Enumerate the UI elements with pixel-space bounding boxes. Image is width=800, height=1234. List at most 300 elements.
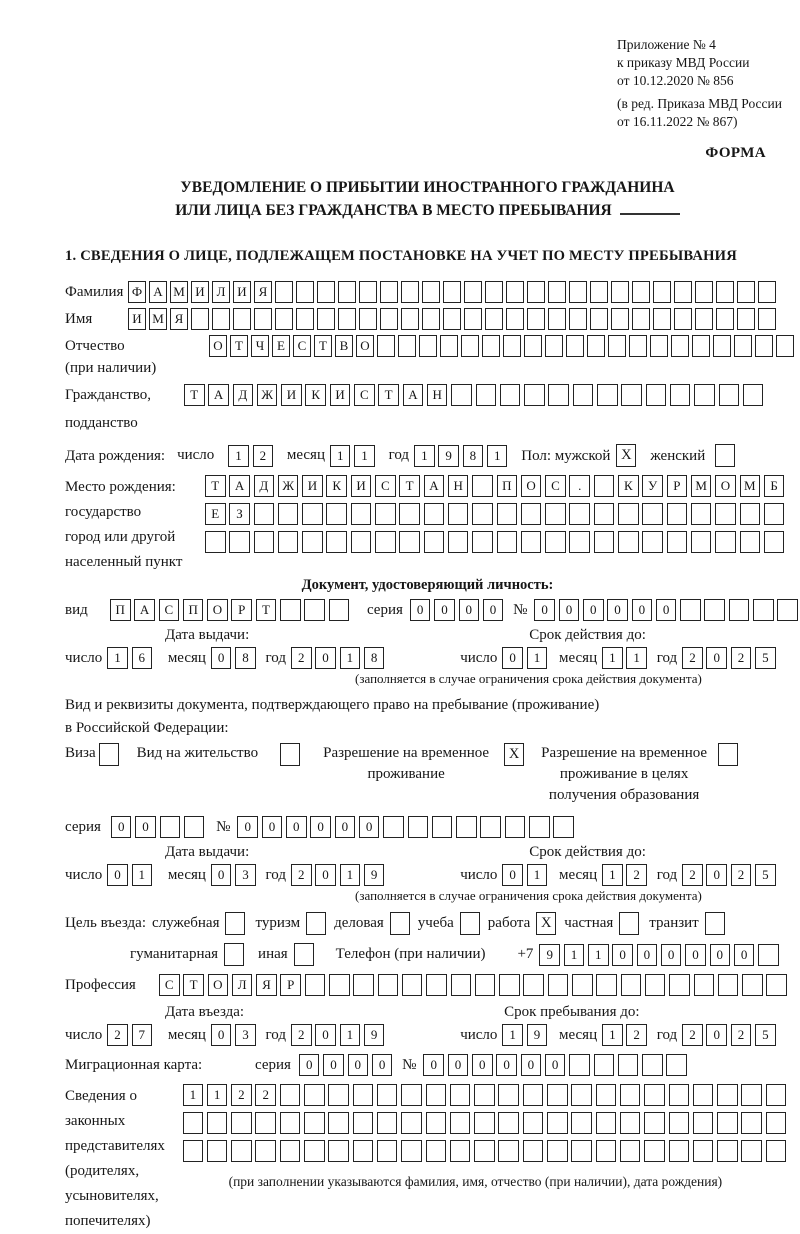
char-cell[interactable]	[741, 1084, 762, 1106]
char-cell[interactable]: 0	[315, 1024, 336, 1046]
char-cell[interactable]: 0	[323, 1054, 344, 1076]
char-cell[interactable]: Т	[399, 475, 420, 497]
char-cell[interactable]	[440, 335, 458, 357]
char-cell[interactable]: О	[209, 335, 227, 357]
char-cell[interactable]	[353, 1084, 374, 1106]
char-cell[interactable]	[475, 974, 496, 996]
char-cell[interactable]: 0	[211, 647, 232, 669]
purpose-private-checkbox[interactable]	[619, 912, 639, 935]
char-cell[interactable]	[231, 1112, 252, 1134]
char-cell[interactable]	[280, 1140, 301, 1162]
char-cell[interactable]	[669, 1084, 690, 1106]
purpose-tourism-checkbox[interactable]	[306, 912, 326, 935]
char-cell[interactable]	[474, 1112, 495, 1134]
purpose-study-checkbox[interactable]	[460, 912, 480, 935]
char-cell[interactable]	[642, 1054, 663, 1076]
char-cell[interactable]: 2	[682, 1024, 703, 1046]
char-cell[interactable]: 2	[255, 1084, 276, 1106]
char-cell[interactable]: 1	[602, 1024, 623, 1046]
char-cell[interactable]	[548, 308, 566, 330]
char-cell[interactable]	[674, 308, 692, 330]
char-cell[interactable]	[377, 1140, 398, 1162]
char-cell[interactable]	[741, 1140, 762, 1162]
char-cell[interactable]: 0	[706, 1024, 727, 1046]
char-cell[interactable]	[255, 1112, 276, 1134]
char-cell[interactable]	[693, 1112, 714, 1134]
char-cell[interactable]	[729, 599, 750, 621]
char-cell[interactable]: 0	[661, 944, 682, 966]
char-cell[interactable]	[644, 1112, 665, 1134]
char-cell[interactable]	[547, 1084, 568, 1106]
char-cell[interactable]	[755, 335, 773, 357]
char-cell[interactable]	[401, 1112, 422, 1134]
char-cell[interactable]	[717, 1112, 738, 1134]
char-cell[interactable]: 0	[299, 1054, 320, 1076]
char-cell[interactable]: 8	[364, 647, 385, 669]
char-cell[interactable]: М	[691, 475, 712, 497]
char-cell[interactable]	[734, 335, 752, 357]
char-cell[interactable]	[547, 1140, 568, 1162]
char-cell[interactable]	[255, 1140, 276, 1162]
char-cell[interactable]	[191, 308, 209, 330]
char-cell[interactable]: Б	[764, 475, 785, 497]
char-cell[interactable]	[317, 308, 335, 330]
char-cell[interactable]: 0	[359, 816, 380, 838]
char-cell[interactable]	[691, 503, 712, 525]
char-cell[interactable]: К	[305, 384, 326, 406]
char-cell[interactable]	[296, 308, 314, 330]
char-cell[interactable]	[448, 503, 469, 525]
char-cell[interactable]	[669, 1140, 690, 1162]
char-cell[interactable]	[523, 974, 544, 996]
char-cell[interactable]: С	[159, 599, 180, 621]
char-cell[interactable]	[401, 281, 419, 303]
char-cell[interactable]	[642, 531, 663, 553]
char-cell[interactable]: Ж	[278, 475, 299, 497]
char-cell[interactable]	[596, 974, 617, 996]
char-cell[interactable]	[472, 503, 493, 525]
char-cell[interactable]: 0	[521, 1054, 542, 1076]
char-cell[interactable]	[399, 531, 420, 553]
char-cell[interactable]	[717, 1140, 738, 1162]
char-cell[interactable]: .	[569, 475, 590, 497]
char-cell[interactable]	[680, 599, 701, 621]
char-cell[interactable]	[506, 308, 524, 330]
char-cell[interactable]: О	[207, 599, 228, 621]
char-cell[interactable]	[419, 335, 437, 357]
char-cell[interactable]: Н	[448, 475, 469, 497]
char-cell[interactable]: 9	[438, 445, 459, 467]
char-cell[interactable]: И	[191, 281, 209, 303]
char-cell[interactable]: 2	[682, 864, 703, 886]
char-cell[interactable]: 1	[354, 445, 375, 467]
char-cell[interactable]: 0	[685, 944, 706, 966]
char-cell[interactable]	[716, 308, 734, 330]
char-cell[interactable]: 2	[291, 864, 312, 886]
char-cell[interactable]: И	[302, 475, 323, 497]
temporary-residence-education-checkbox[interactable]	[718, 743, 738, 766]
char-cell[interactable]	[399, 503, 420, 525]
sex-male-checkbox[interactable]: X	[616, 444, 636, 467]
char-cell[interactable]: 0	[502, 647, 523, 669]
char-cell[interactable]: 0	[612, 944, 633, 966]
char-cell[interactable]	[375, 531, 396, 553]
char-cell[interactable]	[351, 503, 372, 525]
char-cell[interactable]	[378, 974, 399, 996]
char-cell[interactable]	[401, 1084, 422, 1106]
char-cell[interactable]: А	[229, 475, 250, 497]
char-cell[interactable]	[317, 281, 335, 303]
char-cell[interactable]	[667, 503, 688, 525]
char-cell[interactable]	[695, 308, 713, 330]
char-cell[interactable]	[304, 1112, 325, 1134]
char-cell[interactable]: 9	[527, 1024, 548, 1046]
char-cell[interactable]	[432, 816, 453, 838]
char-cell[interactable]: С	[375, 475, 396, 497]
char-cell[interactable]: 0	[559, 599, 580, 621]
char-cell[interactable]: В	[335, 335, 353, 357]
char-cell[interactable]	[377, 335, 395, 357]
char-cell[interactable]: 0	[706, 647, 727, 669]
char-cell[interactable]: Ф	[128, 281, 146, 303]
char-cell[interactable]: Р	[667, 475, 688, 497]
char-cell[interactable]	[353, 1140, 374, 1162]
char-cell[interactable]	[718, 974, 739, 996]
char-cell[interactable]	[338, 308, 356, 330]
char-cell[interactable]: 5	[755, 647, 776, 669]
char-cell[interactable]: А	[208, 384, 229, 406]
char-cell[interactable]: 0	[434, 599, 455, 621]
char-cell[interactable]	[653, 281, 671, 303]
char-cell[interactable]: Я	[170, 308, 188, 330]
char-cell[interactable]	[590, 308, 608, 330]
char-cell[interactable]	[620, 1140, 641, 1162]
char-cell[interactable]	[426, 1140, 447, 1162]
char-cell[interactable]	[328, 1112, 349, 1134]
char-cell[interactable]	[573, 384, 594, 406]
char-cell[interactable]	[524, 384, 545, 406]
char-cell[interactable]	[694, 974, 715, 996]
char-cell[interactable]	[184, 816, 205, 838]
char-cell[interactable]: 7	[132, 1024, 153, 1046]
char-cell[interactable]	[380, 308, 398, 330]
char-cell[interactable]	[426, 1112, 447, 1134]
char-cell[interactable]	[758, 308, 776, 330]
char-cell[interactable]	[506, 281, 524, 303]
char-cell[interactable]	[694, 384, 715, 406]
char-cell[interactable]: М	[740, 475, 761, 497]
char-cell[interactable]	[569, 1054, 590, 1076]
char-cell[interactable]	[398, 335, 416, 357]
char-cell[interactable]: 1	[340, 864, 361, 886]
char-cell[interactable]	[503, 335, 521, 357]
char-cell[interactable]	[497, 503, 518, 525]
visa-checkbox[interactable]	[99, 743, 119, 766]
char-cell[interactable]	[764, 503, 785, 525]
char-cell[interactable]	[280, 1084, 301, 1106]
char-cell[interactable]: 0	[107, 864, 128, 886]
char-cell[interactable]	[464, 281, 482, 303]
char-cell[interactable]: 2	[291, 647, 312, 669]
char-cell[interactable]	[476, 384, 497, 406]
char-cell[interactable]: 8	[235, 647, 256, 669]
char-cell[interactable]: 2	[731, 1024, 752, 1046]
char-cell[interactable]	[571, 1084, 592, 1106]
char-cell[interactable]	[691, 531, 712, 553]
char-cell[interactable]	[472, 531, 493, 553]
char-cell[interactable]: 0	[286, 816, 307, 838]
char-cell[interactable]	[646, 384, 667, 406]
char-cell[interactable]	[620, 1084, 641, 1106]
char-cell[interactable]	[497, 531, 518, 553]
char-cell[interactable]	[305, 974, 326, 996]
char-cell[interactable]	[529, 816, 550, 838]
char-cell[interactable]: 8	[463, 445, 484, 467]
char-cell[interactable]: 0	[545, 1054, 566, 1076]
char-cell[interactable]	[629, 335, 647, 357]
char-cell[interactable]	[737, 281, 755, 303]
char-cell[interactable]: 1	[132, 864, 153, 886]
char-cell[interactable]	[474, 1084, 495, 1106]
char-cell[interactable]	[424, 503, 445, 525]
char-cell[interactable]	[498, 1140, 519, 1162]
char-cell[interactable]: Т	[205, 475, 226, 497]
char-cell[interactable]	[212, 308, 230, 330]
char-cell[interactable]: Н	[427, 384, 448, 406]
char-cell[interactable]: 1	[330, 445, 351, 467]
char-cell[interactable]	[766, 1140, 787, 1162]
char-cell[interactable]: И	[128, 308, 146, 330]
char-cell[interactable]	[359, 281, 377, 303]
char-cell[interactable]	[304, 1084, 325, 1106]
char-cell[interactable]	[758, 944, 779, 966]
char-cell[interactable]	[618, 503, 639, 525]
char-cell[interactable]: 1	[228, 445, 249, 467]
char-cell[interactable]	[472, 475, 493, 497]
char-cell[interactable]	[302, 531, 323, 553]
char-cell[interactable]	[426, 1084, 447, 1106]
char-cell[interactable]	[743, 384, 764, 406]
char-cell[interactable]	[254, 503, 275, 525]
char-cell[interactable]	[304, 1140, 325, 1162]
char-cell[interactable]: Е	[272, 335, 290, 357]
char-cell[interactable]	[742, 974, 763, 996]
char-cell[interactable]: О	[208, 974, 229, 996]
char-cell[interactable]: 0	[632, 599, 653, 621]
char-cell[interactable]: 1	[502, 1024, 523, 1046]
char-cell[interactable]	[443, 281, 461, 303]
char-cell[interactable]	[741, 1112, 762, 1134]
char-cell[interactable]: 1	[487, 445, 508, 467]
char-cell[interactable]	[596, 1140, 617, 1162]
char-cell[interactable]	[572, 974, 593, 996]
char-cell[interactable]	[499, 974, 520, 996]
char-cell[interactable]	[527, 308, 545, 330]
char-cell[interactable]	[461, 335, 479, 357]
char-cell[interactable]	[597, 384, 618, 406]
char-cell[interactable]: 0	[448, 1054, 469, 1076]
char-cell[interactable]	[443, 308, 461, 330]
char-cell[interactable]	[740, 531, 761, 553]
char-cell[interactable]	[302, 503, 323, 525]
char-cell[interactable]	[545, 335, 563, 357]
char-cell[interactable]	[377, 1112, 398, 1134]
char-cell[interactable]: 0	[637, 944, 658, 966]
char-cell[interactable]	[569, 308, 587, 330]
char-cell[interactable]: Ч	[251, 335, 269, 357]
char-cell[interactable]: И	[281, 384, 302, 406]
char-cell[interactable]: Т	[378, 384, 399, 406]
char-cell[interactable]: 2	[253, 445, 274, 467]
char-cell[interactable]: 0	[734, 944, 755, 966]
char-cell[interactable]	[753, 599, 774, 621]
char-cell[interactable]	[338, 281, 356, 303]
char-cell[interactable]	[587, 335, 605, 357]
char-cell[interactable]	[674, 281, 692, 303]
char-cell[interactable]	[353, 1112, 374, 1134]
char-cell[interactable]	[611, 281, 629, 303]
char-cell[interactable]	[377, 1084, 398, 1106]
char-cell[interactable]	[464, 308, 482, 330]
char-cell[interactable]	[653, 308, 671, 330]
char-cell[interactable]	[326, 531, 347, 553]
char-cell[interactable]: И	[233, 281, 251, 303]
char-cell[interactable]	[183, 1112, 204, 1134]
char-cell[interactable]	[482, 335, 500, 357]
char-cell[interactable]	[715, 503, 736, 525]
char-cell[interactable]: 2	[682, 647, 703, 669]
purpose-other-checkbox[interactable]	[294, 943, 314, 966]
char-cell[interactable]	[451, 974, 472, 996]
char-cell[interactable]: 1	[564, 944, 585, 966]
char-cell[interactable]	[650, 335, 668, 357]
char-cell[interactable]: 0	[315, 864, 336, 886]
char-cell[interactable]	[278, 503, 299, 525]
char-cell[interactable]: Т	[184, 384, 205, 406]
char-cell[interactable]: 0	[534, 599, 555, 621]
char-cell[interactable]: П	[497, 475, 518, 497]
char-cell[interactable]: 1	[588, 944, 609, 966]
char-cell[interactable]: О	[356, 335, 374, 357]
char-cell[interactable]: 0	[583, 599, 604, 621]
char-cell[interactable]	[547, 1112, 568, 1134]
char-cell[interactable]: 1	[527, 647, 548, 669]
purpose-humanitarian-checkbox[interactable]	[224, 943, 244, 966]
char-cell[interactable]	[766, 1084, 787, 1106]
char-cell[interactable]: Т	[314, 335, 332, 357]
char-cell[interactable]	[456, 816, 477, 838]
char-cell[interactable]: П	[110, 599, 131, 621]
char-cell[interactable]	[233, 308, 251, 330]
char-cell[interactable]	[401, 1140, 422, 1162]
char-cell[interactable]	[692, 335, 710, 357]
char-cell[interactable]	[296, 281, 314, 303]
char-cell[interactable]: 1	[414, 445, 435, 467]
char-cell[interactable]: 1	[527, 864, 548, 886]
char-cell[interactable]	[571, 1112, 592, 1134]
char-cell[interactable]	[569, 531, 590, 553]
char-cell[interactable]: С	[159, 974, 180, 996]
char-cell[interactable]	[620, 1112, 641, 1134]
char-cell[interactable]: 0	[262, 816, 283, 838]
char-cell[interactable]: А	[424, 475, 445, 497]
char-cell[interactable]	[500, 384, 521, 406]
char-cell[interactable]	[548, 281, 566, 303]
char-cell[interactable]	[304, 599, 325, 621]
char-cell[interactable]	[424, 531, 445, 553]
char-cell[interactable]	[713, 335, 731, 357]
char-cell[interactable]: 1	[340, 1024, 361, 1046]
char-cell[interactable]	[451, 384, 472, 406]
char-cell[interactable]	[498, 1084, 519, 1106]
char-cell[interactable]	[380, 281, 398, 303]
char-cell[interactable]: А	[149, 281, 167, 303]
purpose-business-checkbox[interactable]	[390, 912, 410, 935]
char-cell[interactable]	[328, 1140, 349, 1162]
char-cell[interactable]	[566, 335, 584, 357]
residence-permit-checkbox[interactable]	[280, 743, 300, 766]
char-cell[interactable]: Т	[230, 335, 248, 357]
char-cell[interactable]: 0	[335, 816, 356, 838]
char-cell[interactable]	[521, 503, 542, 525]
char-cell[interactable]: С	[545, 475, 566, 497]
sex-female-checkbox[interactable]	[715, 444, 735, 467]
char-cell[interactable]	[278, 531, 299, 553]
char-cell[interactable]	[618, 531, 639, 553]
purpose-work-checkbox[interactable]: X	[536, 912, 556, 935]
char-cell[interactable]: 2	[231, 1084, 252, 1106]
char-cell[interactable]	[766, 974, 787, 996]
char-cell[interactable]: Я	[254, 281, 272, 303]
char-cell[interactable]: С	[293, 335, 311, 357]
char-cell[interactable]: И	[330, 384, 351, 406]
char-cell[interactable]: 0	[502, 864, 523, 886]
char-cell[interactable]	[450, 1084, 471, 1106]
char-cell[interactable]	[716, 281, 734, 303]
char-cell[interactable]	[375, 503, 396, 525]
char-cell[interactable]	[408, 816, 429, 838]
char-cell[interactable]	[485, 308, 503, 330]
char-cell[interactable]: Т	[256, 599, 277, 621]
char-cell[interactable]: А	[134, 599, 155, 621]
char-cell[interactable]	[205, 531, 226, 553]
char-cell[interactable]	[642, 503, 663, 525]
char-cell[interactable]: Т	[183, 974, 204, 996]
char-cell[interactable]	[422, 308, 440, 330]
char-cell[interactable]	[693, 1084, 714, 1106]
char-cell[interactable]	[667, 531, 688, 553]
char-cell[interactable]: Д	[254, 475, 275, 497]
char-cell[interactable]	[383, 816, 404, 838]
char-cell[interactable]	[480, 816, 501, 838]
char-cell[interactable]: Я	[256, 974, 277, 996]
char-cell[interactable]	[608, 335, 626, 357]
char-cell[interactable]: П	[183, 599, 204, 621]
char-cell[interactable]: С	[354, 384, 375, 406]
char-cell[interactable]	[571, 1140, 592, 1162]
char-cell[interactable]	[596, 1112, 617, 1134]
char-cell[interactable]	[669, 1112, 690, 1134]
char-cell[interactable]	[275, 281, 293, 303]
char-cell[interactable]	[450, 1112, 471, 1134]
char-cell[interactable]: Е	[205, 503, 226, 525]
char-cell[interactable]	[704, 599, 725, 621]
char-cell[interactable]	[545, 531, 566, 553]
char-cell[interactable]: 0	[472, 1054, 493, 1076]
char-cell[interactable]	[353, 974, 374, 996]
char-cell[interactable]: 5	[755, 864, 776, 886]
char-cell[interactable]	[594, 531, 615, 553]
